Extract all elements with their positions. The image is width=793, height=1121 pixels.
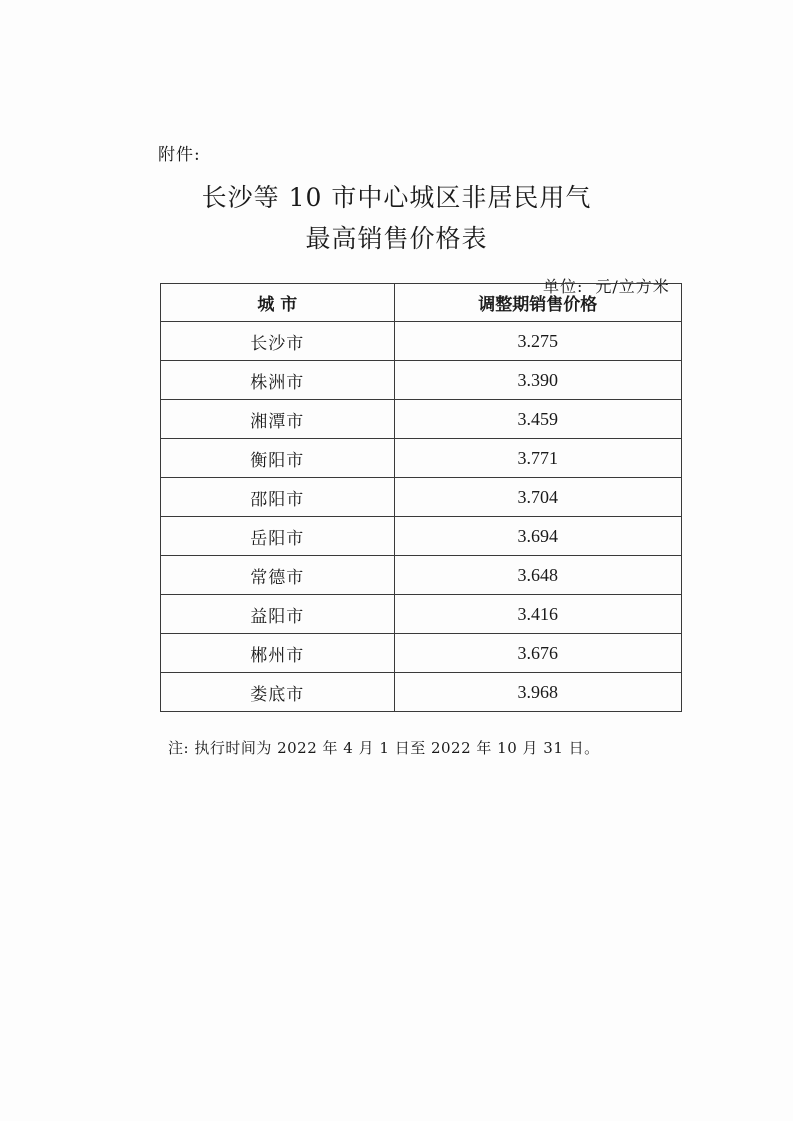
price-cell: 3.390 bbox=[394, 361, 681, 400]
table-row bbox=[161, 556, 682, 595]
city-cell: 衡阳市 bbox=[161, 439, 395, 478]
table-row bbox=[161, 517, 682, 556]
price-cell: 3.459 bbox=[394, 400, 681, 439]
price-cell: 3.676 bbox=[394, 634, 681, 673]
city-cell: 邵阳市 bbox=[161, 478, 395, 517]
unit-value: 元/立方米 bbox=[595, 277, 670, 296]
table-row bbox=[161, 322, 682, 361]
title-line-2: 最高销售价格表 bbox=[305, 224, 488, 253]
city-cell: 湘潭市 bbox=[161, 400, 395, 439]
header-city: 城 市 bbox=[161, 284, 395, 322]
city-cell: 郴州市 bbox=[161, 634, 395, 673]
price-table bbox=[160, 283, 682, 712]
table-header-row bbox=[161, 284, 682, 322]
price-cell: 3.704 bbox=[394, 478, 681, 517]
table-row bbox=[161, 673, 682, 712]
footnote: 注: 执行时间为 2022 年 4 月 1 日至 2022 年 10 月 31 日。 bbox=[168, 739, 600, 757]
city-cell: 娄底市 bbox=[161, 673, 395, 712]
table-row bbox=[161, 595, 682, 634]
city-cell: 常德市 bbox=[161, 556, 395, 595]
attachment-label: 附件: bbox=[158, 145, 201, 165]
price-cell: 3.771 bbox=[394, 439, 681, 478]
table-row bbox=[161, 400, 682, 439]
table-row bbox=[161, 439, 682, 478]
table-row bbox=[161, 478, 682, 517]
title-line-1: 长沙等 10 市中心城区非居民用气 bbox=[201, 183, 592, 212]
city-cell: 益阳市 bbox=[161, 595, 395, 634]
table-row bbox=[161, 361, 682, 400]
city-cell: 岳阳市 bbox=[161, 517, 395, 556]
price-cell: 3.416 bbox=[394, 595, 681, 634]
table-row bbox=[161, 634, 682, 673]
price-cell: 3.968 bbox=[394, 673, 681, 712]
price-cell: 3.694 bbox=[394, 517, 681, 556]
city-cell: 株洲市 bbox=[161, 361, 395, 400]
city-cell: 长沙市 bbox=[161, 322, 395, 361]
unit-label: 单位: bbox=[543, 277, 584, 296]
header-price: 调整期销售价格 bbox=[394, 284, 681, 322]
price-cell: 3.275 bbox=[394, 322, 681, 361]
price-cell: 3.648 bbox=[394, 556, 681, 595]
